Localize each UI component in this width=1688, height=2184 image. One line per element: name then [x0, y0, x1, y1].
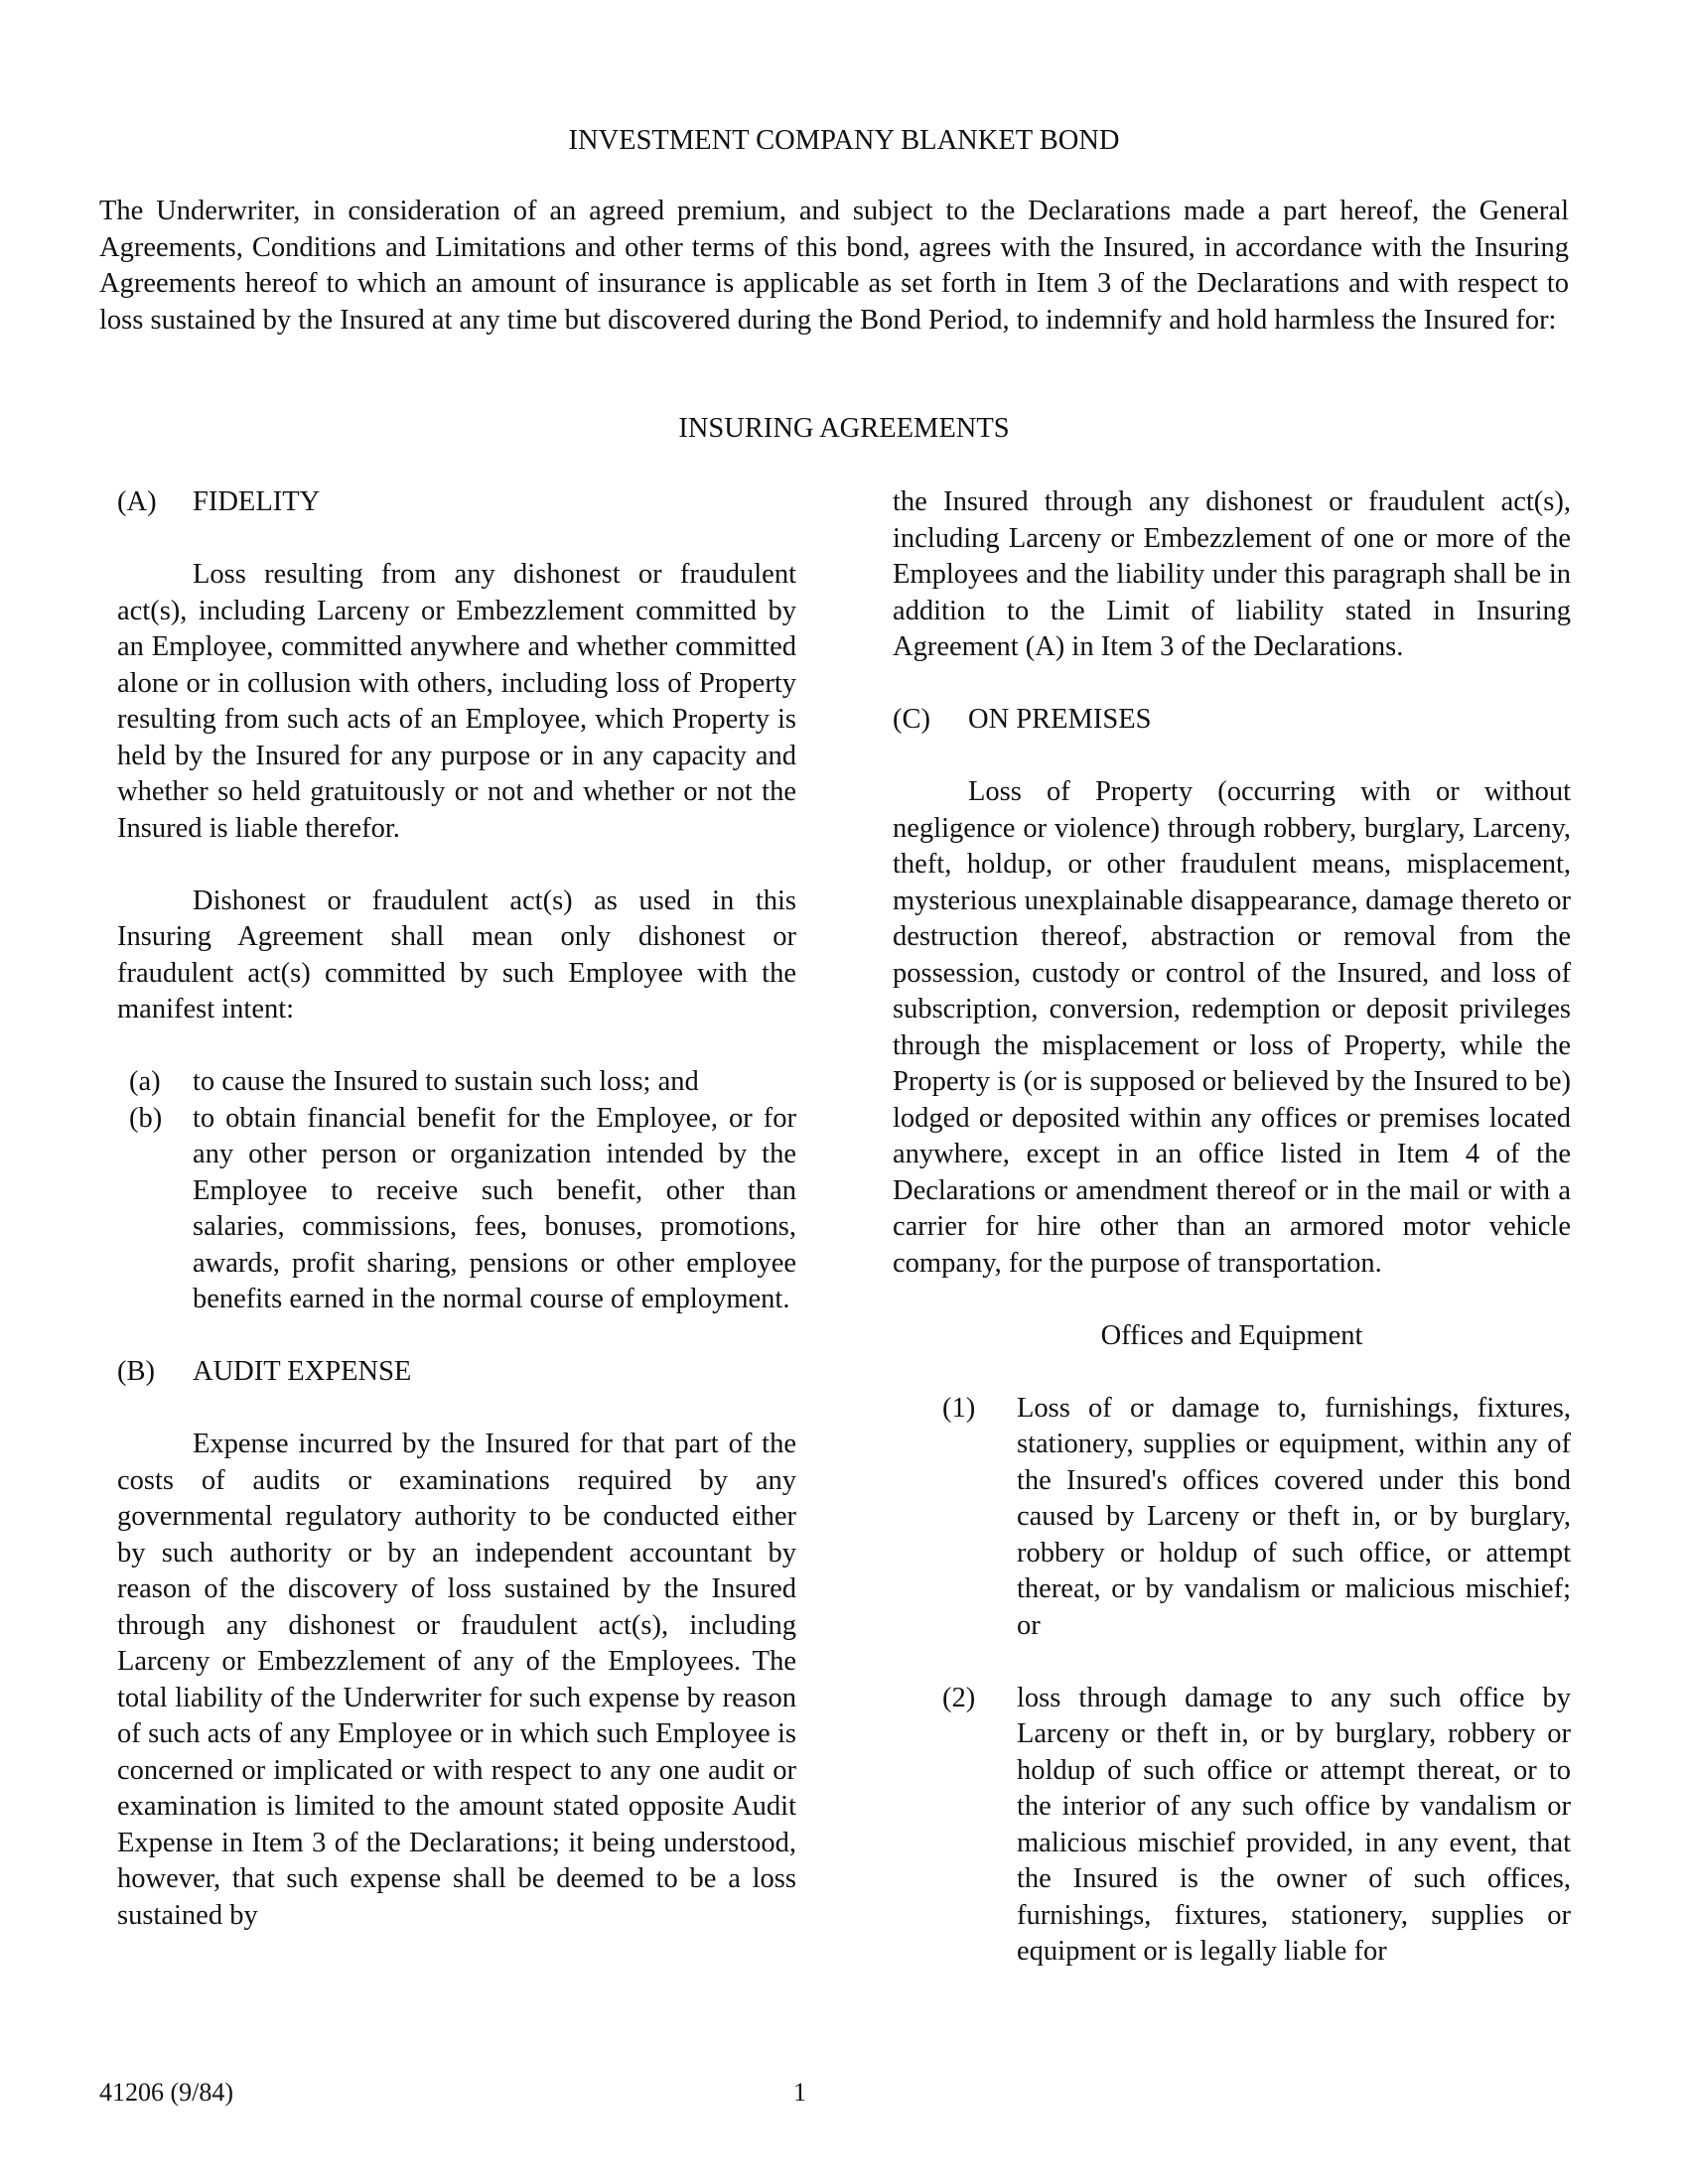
list-item: [893, 1681, 1571, 1971]
section-a-paragraph-1: Loss resulting from any dishonest or fraudulent act(s), including Larceny or Embezzlement committed by an Employee, committed anywhere and whether committed alone or in collusion with others, including loss of Property resulting from such acts of an Employee, which Property is held by the Insured for any purpose or in any capacity and whether so held gratuitously or not and whether or not the Insured is liable therefor.: [117, 559, 796, 844]
intro-paragraph: The Underwriter, in consideration of an agreed premium, and subject to the Declarations made a part hereof, the General Agreements, Conditions and Limitations and other terms of this bond, agrees with the Insured, in accordance with the Insuring Agreements hereof to which an amount of insurance is applicable as set forth in Item 3 of the Declarations and with respect to loss sustained by the Insured at any time but discovered during the Bond Period, to indemnify and hold harmless the Insured for:: [99, 196, 1569, 336]
section-c-heading: [893, 702, 1571, 739]
section-b-title: AUDIT EXPENSE: [193, 1356, 412, 1387]
section-b-heading: [117, 1354, 796, 1391]
list-text: to cause the Insured to sustain such loss; and: [193, 1066, 699, 1097]
list-item: [117, 1101, 796, 1318]
section-a-title: FIDELITY: [193, 486, 321, 517]
list-text: loss through damage to any such office by Larceny or theft in, or by burglary, robbery or holdup of such office or attempt thereat, or to the interior of any such office by vandalism or malicious mischief provided, in any event, that the Insured is the owner of such offices, furnishings, fixtures, stationery, supplies or equipment or is legally liable for: [1017, 1682, 1571, 1967]
section-c-subheading: Offices and Equipment: [1100, 1319, 1363, 1351]
section-c-paragraph-1: Loss of Property (occurring with or without negligence or violence) through robbery, burglary, Larceny, theft, holdup, or other fraudulent means, misplacement, mysterious unexplainable disappearance, damage thereto or destruction thereof, abstraction or removal from the possession, custody or control of the Insured, and loss of subscription, conversion, redemption or deposit privileges through the misplacement or loss of Property, while the Property is (or is supposed or believed by the Insured to be) lodged or deposited within any offices or premises located anywhere, except in an office listed in Item 4 of the Declarations or amendment thereof or in the mail or with a carrier for hire other than an armored motor vehicle company, for the purpose of transportation.: [893, 776, 1571, 1279]
list-marker: (1): [942, 1392, 976, 1424]
document-title: INVESTMENT COMPANY BLANKET BOND: [568, 125, 1120, 156]
list-text: Loss of or damage to, furnishings, fixtures, stationery, supplies or equipment, within any of the Insured's offices covered under this bond caused by Larceny or theft in, or by burglary, robbery or holdup of such office, or attempt thereat, or by vandalism or malicious mischief; or: [1017, 1392, 1571, 1641]
section-a-paragraph-2: Dishonest or fraudulent act(s) as used in this Insuring Agreement shall mean only dishonest or fraudulent act(s) committed by such Employee with the manifest intent:: [117, 885, 796, 1024]
section-b-continuation: the Insured through any dishonest or fraudulent act(s), including Larceny or Embezzlement of one or more of the Employees and the liability under this paragraph shall be in addition to the Limit of liability stated in Insuring Agreement (A) in Item 3 of the Declarations.: [893, 486, 1571, 662]
section-c-label: (C): [893, 704, 930, 735]
list-text: to obtain financial benefit for the Employee, or for any other person or organization intended by the Employee to receive such benefit, other than salaries, commissions, fees, bonuses, promotions, awards, profit sharing, pensions or other employee benefits earned in the normal course of employment.: [193, 1102, 796, 1314]
section-a-label: (A): [117, 486, 157, 517]
list-item: [117, 1064, 796, 1101]
right-column: [893, 484, 1571, 1971]
section-title: INSURING AGREEMENTS: [678, 413, 1010, 444]
list-item: [893, 1391, 1571, 1645]
list-marker: (a): [129, 1066, 161, 1097]
left-column: [117, 484, 796, 1934]
section-c-title: ON PREMISES: [968, 704, 1152, 735]
section-a-heading: [117, 484, 796, 521]
form-number: 41206 (9/84): [99, 2078, 234, 2107]
section-b-label: (B): [117, 1356, 155, 1387]
section-b-paragraph-1: Expense incurred by the Insured for that part of the costs of audits or examinations required by any governmental regulatory authority to be conducted either by such authority or by an independent accountant by reason of the discovery of loss sustained by the Insured through any dishonest or fraudulent act(s), including Larceny or Embezzlement of any of the Employees. The total liability of the Underwriter for such expense by reason of such acts of any Employee or in which such Employee is concerned or implicated or with respect to any one audit or examination is limited to the amount stated opposite Audit Expense in Item 3 of the Declarations; it being understood, however, that such expense shall be deemed to be a loss sustained by: [117, 1429, 796, 1931]
page-number: 1: [793, 2078, 806, 2107]
list-marker: (2): [942, 1682, 976, 1713]
list-marker: (b): [129, 1102, 163, 1134]
